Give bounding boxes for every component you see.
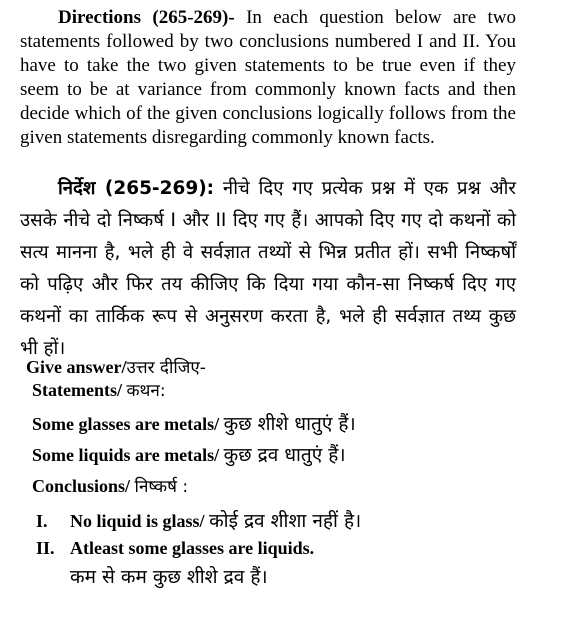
- conclusion-2: [36, 538, 314, 559]
- conclusion-2-number: II.: [36, 538, 55, 558]
- conclusion-2-hi: कम से कम कुछ शीशे द्रव हैं।: [70, 566, 268, 588]
- give-answer-en: Give answer/: [26, 357, 127, 377]
- statements-label-en: Statements/: [32, 380, 127, 400]
- conclusion-1-en: No liquid is glass/: [70, 511, 210, 531]
- directions-english: [20, 6, 516, 150]
- directions-text-hindi: नीचे दिए गए प्रत्येक प्रश्न में एक प्रश्न और उसके नीचे दो निष्कर्ष I और II दिए गए हैं। आपको दिए गए दो कथनों को सत्य मानना है, भले ही वे सर्वज्ञात तथ्यों से भिन्न प्रतीत हों। सभी निष्कर्षों को पढ़िए और फिर तय कीजिए कि दिया गया कौन-सा निष्कर्ष दिए गए कथनों का तार्किक रूप से अनुसरण करता है, भले ही सर्वज्ञात तथ्य कुछ भी हों।: [20, 178, 517, 359]
- statement-1-hi: कुछ शीशे धातुएं हैं।: [223, 413, 356, 435]
- directions-heading-hindi: निर्देश (265-269):: [58, 178, 215, 199]
- give-answer-hi: उत्तर दीजिए-: [126, 358, 206, 378]
- statements-label: [32, 378, 166, 401]
- give-answer-line: [26, 355, 206, 378]
- conclusion-1-hi: कोई द्रव शीशा नहीं है।: [209, 510, 362, 532]
- statement-2: [32, 441, 346, 467]
- conclusion-2-en: Atleast some glasses are liquids.: [70, 538, 315, 558]
- statement-2-en: Some liquids are metals/: [32, 445, 224, 465]
- conclusion-2-hindi-line: [70, 563, 268, 589]
- directions-hindi: [20, 173, 516, 365]
- statement-1: [32, 410, 356, 436]
- conclusions-label: [32, 474, 188, 497]
- statements-label-hi: कथन:: [126, 381, 166, 401]
- conclusion-1-number: I.: [36, 511, 48, 531]
- statement-2-hi: कुछ द्रव धातुएं हैं।: [223, 444, 346, 466]
- conclusion-1: [36, 507, 361, 533]
- directions-heading: Directions (265-269)-: [58, 7, 235, 28]
- conclusions-label-hi: निष्कर्ष :: [134, 477, 189, 497]
- statement-1-en: Some glasses are metals/: [32, 414, 224, 434]
- directions-text: In each question below are two statements followed by two conclusions numbered I and II. You have to take the two given statements to be true even if they seem to be at variance from commonly known facts and then decide which of the given conclusions logically follows from the given statements disregarding commonly known facts.: [20, 7, 516, 148]
- conclusions-label-en: Conclusions/: [32, 476, 135, 496]
